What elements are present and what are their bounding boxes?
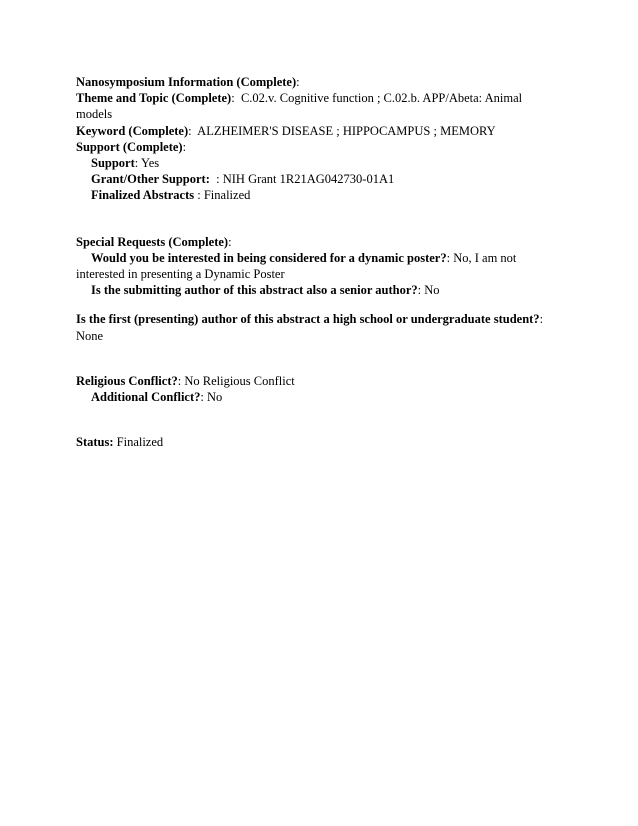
theme-topic-sep: : [231,91,235,106]
senior-author-answer: No [424,283,440,298]
religious-conflict-value: No Religious Conflict [184,373,295,388]
theme-topic-label: Theme and Topic (Complete) [76,91,232,106]
first-author-question: Is the first (presenting) author of this abstract a high school or undergraduate student? [76,312,540,327]
keyword-sep: : [188,123,192,138]
keyword-line [76,123,556,139]
dynamic-poster-line [76,250,556,282]
grant-line [76,171,556,187]
senior-author-sep: : [417,283,422,298]
support-section-line [76,139,556,155]
religious-conflict-label: Religious Conflict? [76,373,178,388]
religious-conflict-sep: : [177,373,182,388]
support-section-label: Support (Complete) [76,139,183,154]
status-line [76,434,556,450]
spacer [76,405,556,434]
status-label: Status: [76,435,114,450]
finalized-abstracts-label: Finalized Abstracts [91,188,195,203]
first-author-sep: : [539,312,544,327]
first-author-answer: None [76,328,104,343]
dynamic-poster-question: Would you be interested in being considered for a dynamic poster? [91,250,447,265]
additional-conflict-line [76,389,556,405]
additional-conflict-value: No [207,390,223,405]
abstract-summary-page [76,74,556,450]
theme-topic-value: C.02.v. Cognitive function ; C.02.b. APP/Abeta: Animal models [76,91,523,122]
keyword-value: ALZHEIMER'S DISEASE ; HIPPOCAMPUS ; MEMORY [197,123,496,138]
keyword-label: Keyword (Complete) [76,123,189,138]
finalized-abstracts-value: : Finalized [197,188,251,203]
additional-conflict-sep: : [200,390,204,405]
support-sep: : [134,156,139,171]
religious-conflict-line [76,373,556,389]
spacer [76,344,556,373]
support-line [76,155,556,171]
status-value: Finalized [116,435,164,450]
special-requests-line [76,234,556,250]
first-author-line [76,311,556,343]
theme-topic-line [76,90,556,122]
nanosymposium-info-suffix: : [296,75,300,89]
dynamic-poster-answer: No, I am not interested in presenting a Dynamic Poster [76,250,517,282]
nanosymposium-info-label: Nanosymposium Information (Complete) [76,75,297,89]
nanosymposium-info-line [76,74,556,90]
support-section-sep: : [182,139,187,154]
grant-value: : NIH Grant 1R21AG042730-01A1 [216,172,395,187]
spacer [76,298,556,311]
spacer [76,204,556,234]
support-label: Support [91,156,135,171]
grant-label: Grant/Other Support: [91,172,210,187]
senior-author-question: Is the submitting author of this abstract also a senior author? [91,283,418,298]
support-value: Yes [140,156,160,171]
special-requests-sep: : [228,234,232,249]
special-requests-label: Special Requests (Complete) [76,234,229,249]
dynamic-poster-sep: : [446,250,451,265]
senior-author-line [76,282,556,298]
finalized-abstracts-line [76,187,556,203]
additional-conflict-label: Additional Conflict? [91,390,201,405]
